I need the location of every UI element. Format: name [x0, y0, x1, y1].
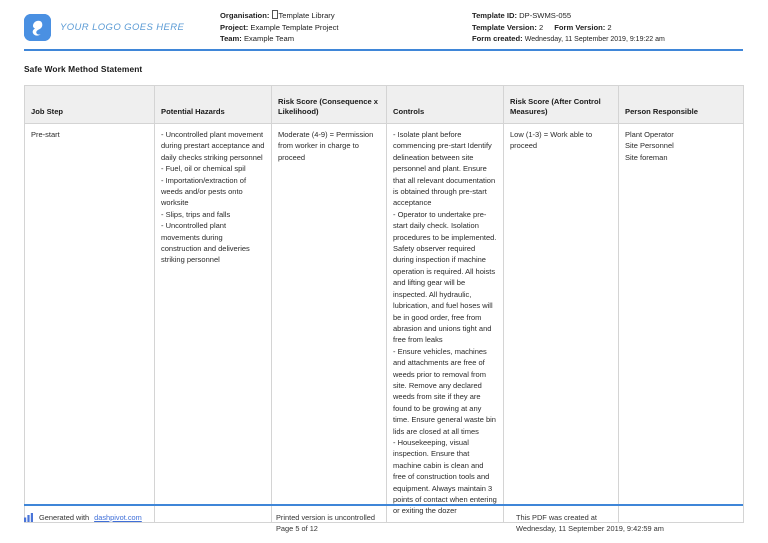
pdf-created-label: This PDF was created at [516, 513, 597, 522]
hazard-item: - Uncontrolled plant movement during prestart acceptance and daily checks striking personnel [161, 130, 265, 162]
footer-print-block [276, 512, 516, 534]
printed-notice: Printed version is uncontrolled [276, 513, 376, 522]
form-created-label: Form created: [472, 34, 523, 44]
missing-glyph-icon [272, 10, 278, 19]
team-value: Example Team [243, 34, 295, 44]
hazard-item: - Slips, trips and falls [161, 209, 231, 219]
form-version-label: Form Version: [554, 22, 606, 32]
team-label: Team: [220, 34, 242, 44]
hazards-list [161, 129, 265, 266]
hazard-item: - Fuel, oil or chemical spil [161, 164, 246, 174]
footer-pdf-block [516, 512, 743, 534]
cell-controls [387, 124, 504, 523]
column-header-person-responsible: Person Responsible [619, 86, 744, 124]
meta-row-versions [472, 22, 744, 34]
meta-row-template-id [472, 10, 744, 22]
document-footer [24, 512, 743, 534]
hazard-item: - Uncontrolled plant movements during construction and deliveries striking personnel [161, 221, 250, 265]
template-version-value: 2 [538, 22, 544, 32]
person-list [625, 129, 737, 163]
column-header-risk-score-before: Risk Score (Consequence x Likelihood) [272, 86, 387, 124]
logo-swoosh-icon [24, 14, 51, 41]
dashpivot-link[interactable]: dashpivot.com [94, 513, 142, 522]
meta-row-project [220, 22, 472, 34]
footer-generated-block [24, 512, 276, 523]
cell-person-responsible [619, 124, 744, 523]
organisation-label: Organisation: [220, 11, 270, 20]
swms-table [24, 85, 744, 523]
footer-divider [24, 504, 743, 506]
controls-list [393, 129, 497, 517]
table-header [25, 86, 744, 124]
organisation-value: Template Library [278, 11, 335, 20]
template-version-label: Template Version: [472, 22, 537, 32]
column-header-risk-score-after: Risk Score (After Control Measures) [504, 86, 619, 124]
column-header-job-step: Job Step [25, 86, 155, 124]
meta-row-form-created [472, 33, 744, 46]
page-title: Safe Work Method Statement [24, 64, 143, 74]
logo-text: YOUR LOGO GOES HERE [60, 22, 185, 33]
person-item: Site foreman [625, 152, 668, 162]
project-value: Example Template Project [250, 22, 339, 32]
control-item: - Ensure vehicles, machines and attachments are free of weeds prior to removal from site. Remove any declared weeds from site if they are found to be growing at any time. Ensure general waste bin lids are closed at all times [393, 346, 496, 436]
form-created-value: Wednesday, 11 September 2019, 9:19:22 am [524, 36, 665, 44]
cell-job-step: Pre-start [25, 124, 155, 523]
logo-block [24, 10, 220, 41]
meta-row-organisation [220, 10, 472, 22]
header-meta-left [220, 10, 472, 45]
header-meta-right [472, 10, 744, 46]
template-id-label: Template ID: [472, 11, 518, 20]
bar-chart-icon [24, 513, 34, 522]
cell-risk-score-after: Low (1-3) = Work able to proceed [504, 124, 619, 523]
hazard-item: - Importation/extraction of weeds and/or pests onto worksite [161, 175, 247, 208]
document-header [24, 10, 744, 46]
cell-potential-hazards [155, 124, 272, 523]
control-item: - Housekeeping, visual inspection. Ensure that machine cabin is clean and free of construction tools and equipment. Always maintain 3 points of contact when entering or exiting the dozer [393, 437, 497, 516]
project-label: Project: [220, 22, 249, 32]
person-item: Plant Operator [625, 130, 674, 139]
form-version-value: 2 [607, 22, 612, 32]
cell-risk-score-before: Moderate (4-9) = Permission from worker in charge to proceed [272, 124, 387, 523]
column-header-potential-hazards: Potential Hazards [155, 86, 272, 124]
pdf-created-value: Wednesday, 11 September 2019, 9:42:59 am [516, 524, 664, 533]
control-item: - Isolate plant before commencing pre-start Identify delineation between site personnel and plant. Ensure that all relevant documentation is obtained through pre-start acceptance [393, 130, 496, 208]
table-header-row [25, 86, 744, 124]
control-item: - Operator to undertake pre-start daily check. Isolation procedures to be implemented. Safety observer required during inspection if machine operation is required. All hoists and lifting gear will be inspected. All hydraulic, lubrication, and fuel hoses will be in good order, free from abrasion and unions tight and free from leaks [393, 209, 497, 345]
page-indicator: Page 5 of 12 [276, 524, 318, 533]
column-header-controls: Controls [387, 86, 504, 124]
table-row [25, 124, 744, 523]
template-id-value: DP-SWMS-055 [519, 11, 572, 20]
generated-with-label: Generated with [39, 513, 90, 522]
header-divider [24, 49, 743, 51]
table-body [25, 124, 744, 523]
person-item: Site Personnel [625, 141, 674, 151]
meta-row-team [220, 33, 472, 45]
